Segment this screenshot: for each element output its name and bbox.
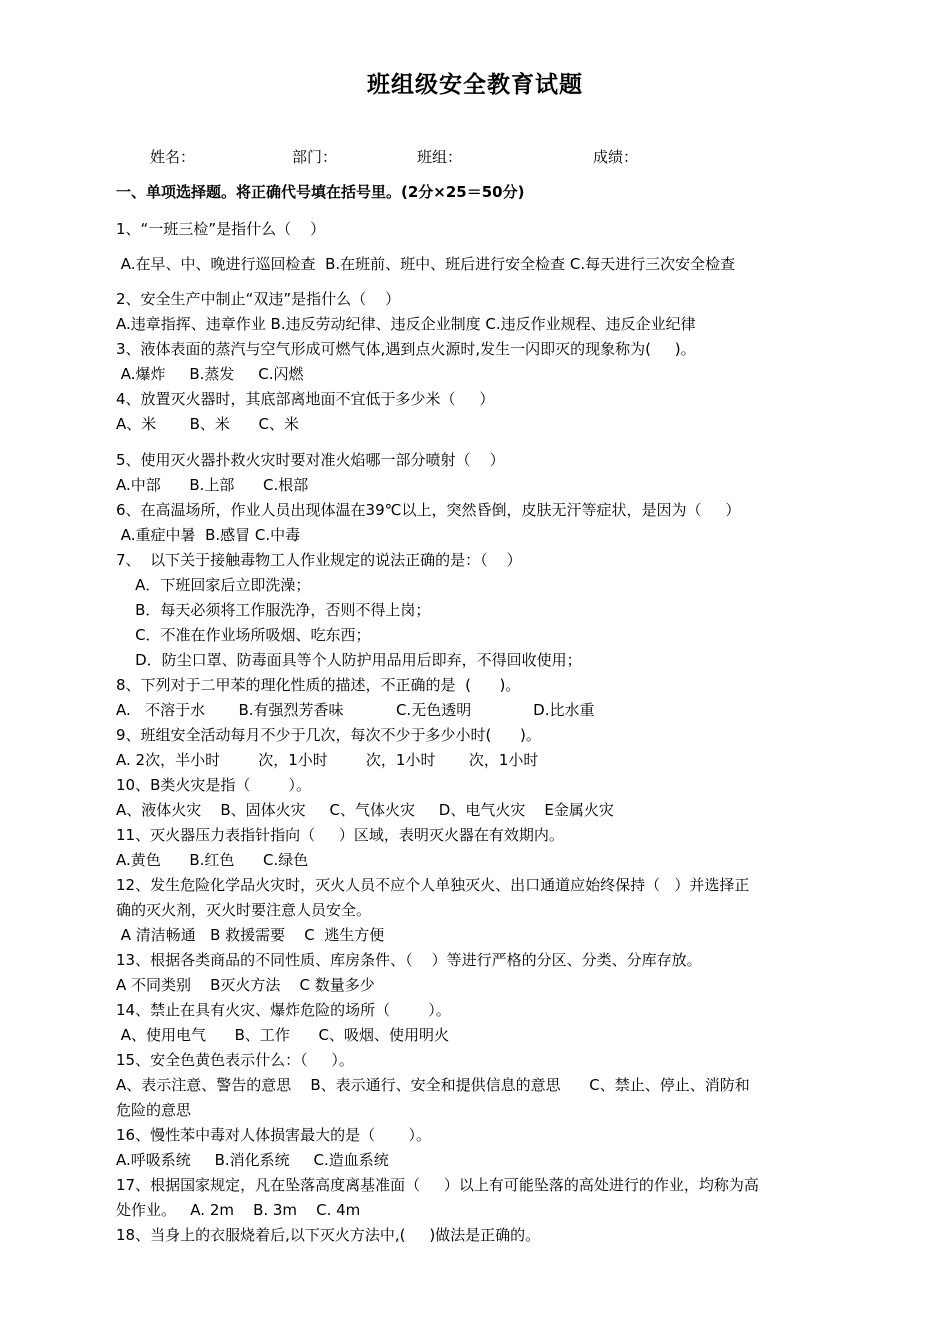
question-line: 确的灭火剂，灭火时要注意人员安全。 bbox=[116, 901, 372, 919]
question-line: A. 不溶于水 B.有强烈芳香味 C.无色透明 D.比水重 bbox=[116, 701, 595, 719]
question-line: 9、班组安全活动每月不少于几次，每次不少于多少小时( )。 bbox=[116, 726, 541, 744]
question-line: B．每天必须将工作服洗净，否则不得上岗； bbox=[116, 601, 431, 619]
question-line: 12、发生危险化学品火灾时，灭火人员不应个人单独灭火、出口通道应始终保持（ ）并选择正 bbox=[116, 876, 750, 894]
question-line: A 不同类别 B灭火方法 C 数量多少 bbox=[116, 976, 375, 994]
question-line: 2、安全生产中制止“双违”是指什么（ ） bbox=[116, 290, 401, 308]
question-line: 18、当身上的衣服烧着后,以下灭火方法中,( )做法是正确的。 bbox=[116, 1226, 541, 1244]
section-heading: 一、单项选择题。将正确代号填在括号里。(2分×25＝50分) bbox=[116, 183, 525, 201]
question-line: 10、B类火灾是指（ ）。 bbox=[116, 776, 312, 794]
question-line: 5、使用灭火器扑救火灾时要对准火焰哪一部分喷射（ ） bbox=[116, 451, 505, 469]
question-line: 14、禁止在具有火灾、爆炸危险的场所（ ）。 bbox=[116, 1001, 451, 1019]
question-line: 11、灭火器压力表指针指向（ ）区域，表明灭火器在有效期内。 bbox=[116, 826, 564, 844]
question-line: A.违章指挥、违章作业 B.违反劳动纪律、违反企业制度 C.违反作业规程、违反企业纪律 bbox=[116, 315, 696, 333]
page-title: 班组级安全教育试题 bbox=[367, 72, 583, 98]
question-line: 16、慢性苯中毒对人体损害最大的是（ ）。 bbox=[116, 1126, 431, 1144]
question-line: 17、根据国家规定，凡在坠落高度离基准面（ ）以上有可能坠落的高处进行的作业，均称为高 bbox=[116, 1176, 759, 1194]
team-field-label: 班组： bbox=[417, 148, 463, 166]
question-line: A. 2次，半小时 次，1小时 次，1小时 次，1小时 bbox=[116, 751, 539, 769]
question-line: A、表示注意、警告的意思 B、表示通行、安全和提供信息的意思 C、禁止、停止、消防和 bbox=[116, 1076, 750, 1094]
name-field-label: 姓名： bbox=[150, 148, 196, 166]
question-line: D．防尘口罩、防毒面具等个人防护用品用后即弃，不得回收使用； bbox=[116, 651, 582, 669]
question-line: A.黄色 B.红色 C.绿色 bbox=[116, 851, 309, 869]
question-line: 6、在高温场所，作业人员出现体温在39℃以上，突然昏倒，皮肤无汗等症状，是因为（ ） bbox=[116, 501, 741, 519]
question-line: A.爆炸 B.蒸发 C.闪燃 bbox=[116, 365, 304, 383]
question-line: A.呼吸系统 B.消化系统 C.造血系统 bbox=[116, 1151, 389, 1169]
question-line: 8、下列对于二甲苯的理化性质的描述，不正确的是 ( )。 bbox=[116, 676, 521, 694]
question-line: C．不准在作业场所吸烟、吃东西； bbox=[116, 626, 371, 644]
question-line: A、米 B、米 C、米 bbox=[116, 415, 300, 433]
question-line: A.在早、中、晚进行巡回检查 B.在班前、班中、班后进行安全检查 C.每天进行三次安全检查 bbox=[116, 255, 736, 273]
department-field-label: 部门： bbox=[292, 148, 338, 166]
question-line: A 清洁畅通 B 救援需要 C 逃生方便 bbox=[116, 926, 385, 944]
question-line: 7、 以下关于接触毒物工人作业规定的说法正确的是：（ ） bbox=[116, 551, 522, 569]
question-line: 15、安全色黄色表示什么：（ ）。 bbox=[116, 1051, 354, 1069]
question-line: A.重症中暑 B.感冒 C.中毒 bbox=[116, 526, 301, 544]
question-line: A、液体火灾 B、固体火灾 C、气体火灾 D、电气火灾 E金属火灾 bbox=[116, 801, 614, 819]
score-field-label: 成绩： bbox=[593, 148, 639, 166]
question-line: A.中部 B.上部 C.根部 bbox=[116, 476, 309, 494]
question-line: 处作业。 A. 2m B. 3m C. 4m bbox=[116, 1201, 361, 1219]
question-line: 4、放置灭火器时，其底部离地面不宜低于多少米（ ） bbox=[116, 390, 495, 408]
question-line: 13、根据各类商品的不同性质、库房条件、（ ）等进行严格的分区、分类、分库存放。 bbox=[116, 951, 702, 969]
question-line: 3、液体表面的蒸汽与空气形成可燃气体,遇到点火源时,发生一闪即灭的现象称为( )。 bbox=[116, 340, 696, 358]
question-line: 危险的意思 bbox=[116, 1101, 192, 1119]
question-line: 1、“一班三检”是指什么（ ） bbox=[116, 220, 326, 238]
question-line: A、使用电气 B、工作 C、吸烟、使用明火 bbox=[116, 1026, 450, 1044]
question-line: A．下班回家后立即洗澡； bbox=[116, 576, 311, 594]
